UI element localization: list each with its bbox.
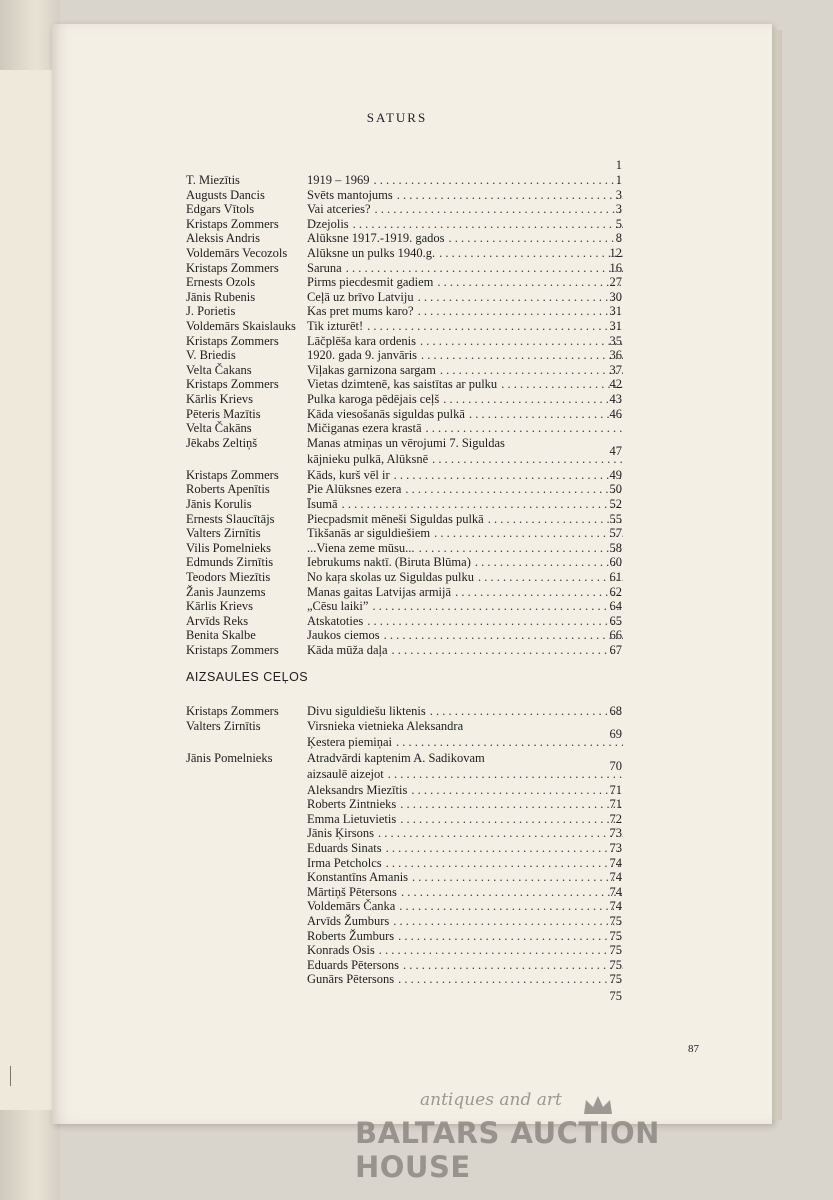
page-number: 70 [609,758,622,773]
toc-title: Viļakas garnizona sargam [307,362,436,377]
leader-dots [419,541,623,556]
toc-title-line [307,173,627,188]
toc-title: „Cēsu laiki” [307,599,369,614]
toc-author: Voldemārs Skaislauks [186,319,296,333]
watermark-company: BALTARS AUCTION HOUSE [355,1116,660,1184]
leader-dots [418,290,623,305]
leader-dots [443,392,623,407]
toc-author: Velta Čakāns [186,421,252,436]
leader-dots [430,704,623,719]
leader-dots [398,972,623,987]
page-number: 75 [609,957,622,972]
toc-author: Ernests Slaucītājs [186,511,275,526]
toc-title-line [307,275,627,290]
toc-author: Pēteris Mazītis [186,406,261,421]
toc-author: Benita Skalbe [186,628,256,643]
toc-author: Teodors Miezītis [186,570,271,584]
toc-title-line [307,202,627,217]
toc-title-line [307,304,627,319]
page-number: 57 [609,526,622,541]
toc-title-line [307,856,627,871]
leader-dots [420,334,623,349]
toc-author: Kristaps Zommers [186,260,279,275]
toc-title-line [307,972,627,987]
leader-dots [388,767,623,782]
toc-title: Tik izturēt! [307,319,364,333]
toc-author: Kristaps Zommers [186,704,279,718]
page-number: 74 [609,899,622,914]
toc-title-line [307,421,627,436]
toc-title-line [307,392,627,407]
toc-author: Kārlis Krievs [186,599,253,614]
leader-dots [440,363,623,378]
toc-title: Svēts mantojums [307,187,393,202]
toc-title-line [307,555,627,570]
toc-title: ...Viena zeme mūsu... [307,540,415,555]
page-number: 75 [609,914,622,928]
leader-dots [399,899,623,914]
leader-dots [367,614,623,629]
toc-author: Kristaps Zommers [186,377,279,392]
leader-dots [412,870,623,885]
toc-title-continued: kājnieku pulkā, Alūksnē [307,451,429,466]
toc-author: Aleksis Andris [186,231,260,246]
toc-author: Ernests Ozols [186,275,256,290]
toc-author: Kristaps Zommers [186,333,279,348]
toc-title: Irma Petcholcs [307,855,382,870]
toc-title-line [307,719,627,734]
toc-title-line [307,436,627,451]
toc-author: Edmunds Zirnītis [186,555,274,570]
leader-dots [398,929,623,944]
toc-title-line [307,407,627,422]
page-number: 69 [609,726,622,741]
toc-title: Aleksandrs Miezītis [307,782,408,797]
toc-title-line [307,541,627,556]
toc-title: Eduards Sinats [307,841,382,855]
page-number: 46 [609,406,622,421]
page-number: 74 [609,884,622,899]
page-number: 75 [609,928,622,943]
page-number: 55 [609,511,622,526]
toc-title-line [307,826,627,841]
toc-title: Kas pret mums karo? [307,304,414,319]
page-number: 73 [609,841,622,855]
toc-title-line [307,512,627,527]
toc-title: Saruna [307,260,342,275]
toc-author: Kristaps Zommers [186,467,279,482]
toc-title-line [307,452,627,467]
leader-dots [449,231,624,246]
page-number: 1 [615,173,622,187]
leader-dots [353,217,623,232]
leader-dots [421,348,623,363]
toc-title-line [307,526,627,541]
toc-author: Jānis Pomelnieks [186,750,273,765]
toc-title-line [307,363,627,378]
toc-title: Kāda mūža daļa [307,643,388,657]
leader-dots [386,856,623,871]
toc-author: Valters Zirnītis [186,526,261,541]
toc-title-line [307,841,627,856]
toc-title: 1920. gada 9. janvāris [307,348,418,363]
toc-title-line [307,261,627,276]
toc-author: Kārlis Krievs [186,392,253,406]
page-number: 67 [609,643,622,657]
page-number: 16 [609,260,622,275]
toc-title-line [307,899,627,914]
toc-title-line [307,614,627,629]
toc-title-line [307,929,627,944]
toc-title-line [307,643,627,658]
toc-title-continued: Ķestera piemiņai [307,734,393,749]
toc-title-line [307,468,627,483]
leader-dots [432,452,623,467]
toc-author: Augusts Dancis [186,187,265,202]
toc-title-line [307,783,627,798]
toc-title-line [307,958,627,973]
toc-title: Roberts Žumburs [307,928,395,943]
page-number: 30 [609,289,622,304]
page-number: 61 [609,570,622,584]
leader-dots [374,173,624,188]
page-number: 1 [615,158,622,172]
toc-title-line [307,290,627,305]
page-number: 64 [609,599,622,614]
toc-title-line [307,751,627,766]
toc-title: Konrads Osis [307,943,375,958]
toc-title: 1919 – 1969 [307,173,370,187]
page-number: 50 [609,482,622,497]
toc-author: Jānis Rubenis [186,289,256,304]
page-number: 68 [609,704,622,718]
toc-title: Kāds, kurš vēl ir [307,467,390,482]
leader-dots [392,643,623,658]
toc-title: Kāda viesošanās siguldas pulkā [307,406,465,421]
toc-author: Žanis Jaunzems [186,584,266,599]
left-page-edge [0,70,53,1110]
toc-title-line [307,246,627,261]
leader-dots [400,812,623,827]
toc-author: Kristaps Zommers [186,643,279,657]
toc-author: Vilis Pomelnieks [186,540,272,555]
page-number: 27 [609,275,622,290]
leader-dots [375,202,623,217]
toc-author: Voldemārs Vecozols [186,246,288,260]
toc-author: Roberts Apenītis [186,482,270,497]
page-number: 71 [609,782,622,797]
toc-title-line [307,767,627,782]
toc-title: Dzejolis [307,216,349,231]
leader-dots [426,421,623,436]
leader-dots [411,783,623,798]
section-heading: AIZSAULES CEĻOS [186,670,309,684]
page-number: 12 [609,246,622,260]
page-number: 3 [615,202,622,217]
toc-author: V. Briedis [186,348,236,363]
gutter-mark [10,1066,11,1086]
toc-title-line [307,628,627,643]
toc-title-continued: aizsaulē aizejot [307,766,384,781]
toc-title-line [307,497,627,512]
toc-author: T. Miezītis [186,173,240,187]
page-number: 31 [609,319,622,333]
toc-title: No kaŗa skolas uz Siguldas pulku [307,570,474,584]
page-number: 74 [609,870,622,885]
toc-title: Virsnieka vietnieka Aleksandra [307,718,464,733]
leader-dots [403,958,623,973]
toc-title: Mārtiņš Pētersons [307,884,397,899]
toc-title-line [307,348,627,363]
toc-title: Pie Alūksnes ezera [307,482,402,497]
toc-title: Vietas dzimtenē, kas saistītas ar pulku [307,377,498,392]
leader-dots [418,304,623,319]
toc-title: Atskatoties [307,613,364,628]
leader-dots [378,826,623,841]
right-page-edge [772,30,782,1120]
page-title: SATURS [366,110,428,125]
page-number: 52 [609,497,622,511]
page-number: 75 [609,943,622,958]
toc-title: Tikšanās ar siguldiešiem [307,526,431,541]
leader-dots [367,319,623,334]
toc-title-line [307,319,627,334]
toc-title: Ceļā uz brīvo Latviju [307,289,414,304]
leader-dots [384,628,623,643]
leader-dots [346,261,623,276]
toc-title: Gunārs Pētersons [307,972,395,987]
toc-title: Divu siguldiešu liktenis [307,704,426,718]
leader-dots [393,914,623,929]
toc-title: Eduards Pētersons [307,957,399,972]
leader-dots [401,885,623,900]
toc-title: Voldemārs Čanka [307,899,396,914]
toc-title-line [307,914,627,929]
toc-author: Velta Čakans [186,362,252,377]
toc-title: Lāčplēša kara ordenis [307,333,416,348]
toc-title-line [307,482,627,497]
toc-title-line [307,797,627,812]
toc-title: Iebrukums naktī. (Biruta Blūma) [307,555,471,570]
page-number: 71 [609,797,622,812]
leader-dots [405,482,623,497]
toc-author: Arvīds Reks [186,613,249,628]
page-number: 65 [609,613,622,628]
toc-title-line [307,188,627,203]
toc-title: Pirms piecdesmit gadiem [307,275,434,290]
page-number: 37 [609,362,622,377]
toc-author: Kristaps Zommers [186,216,279,231]
toc-title: Alūksne 1917.-1919. gados [307,231,445,246]
toc-title: Īsumā [307,497,338,511]
toc-title-line [307,585,627,600]
crown-icon [582,1094,614,1116]
toc-title: Konstantīns Amanis [307,870,409,885]
leader-dots [342,497,623,512]
page-number: 31 [609,304,622,319]
toc-title: Manas atmiņas un vērojumi 7. Siguldas [307,435,505,450]
toc-author: Jānis Korulis [186,497,252,511]
toc-title: Roberts Zintnieks [307,797,397,812]
toc-author: Edgars Vītols [186,202,255,217]
toc-title-line [307,885,627,900]
toc-author: Valters Zirnītis [186,718,261,733]
toc-title: Atradvārdi kaptenim A. Sadikovam [307,750,485,765]
folio-page-number: 87 [688,1043,699,1055]
toc-title-line [307,377,627,392]
toc-title-line [307,870,627,885]
toc-title-line [307,231,627,246]
page-number: 47 [609,443,622,458]
page-number: 5 [615,216,622,231]
toc-author: Jēkabs Zeltiņš [186,435,258,450]
page-number: 35 [609,333,622,348]
page-number: 58 [609,540,622,555]
toc-title: Emma Lietuvietis [307,811,397,826]
leader-dots [437,275,623,290]
page-number: 66 [609,628,622,643]
toc-title: Jaukos ciemos [307,628,380,643]
page-number: 62 [609,584,622,599]
toc-title-line [307,704,627,719]
toc-title: Mičiganas ezera krastā [307,421,422,436]
leader-dots [372,599,623,614]
toc-title: Arvīds Žumburs [307,914,390,928]
page-number: 74 [609,855,622,870]
leader-dots [396,735,623,750]
toc-title: Pulka karoga pēdējais ceļš [307,392,440,406]
toc-title: Alūksne un pulks 1940.g. [307,246,436,260]
page-number: 75 [609,989,622,1003]
toc-title-line [307,570,627,585]
page-number: 42 [609,377,622,392]
toc-title-line [307,599,627,614]
toc-title: Vai atceries? [307,202,371,217]
toc-author: J. Porietis [186,304,236,319]
page-number: 43 [609,392,622,406]
toc-title: Manas gaitas Latvijas armijā [307,584,452,599]
toc-title-line [307,735,627,750]
leader-dots [434,526,623,541]
toc-title-line [307,334,627,349]
page-number: 72 [609,811,622,826]
toc-title-line [307,217,627,232]
leader-dots [439,246,623,261]
toc-title-line [307,812,627,827]
page-number: 36 [609,348,622,363]
page-number: 75 [609,972,622,987]
toc-title-line [307,943,627,958]
page-number: 60 [609,555,622,570]
leader-dots [394,468,623,483]
page-number: 73 [609,826,622,841]
leader-dots [397,188,623,203]
leader-dots [379,943,623,958]
leader-dots [400,797,623,812]
watermark-tagline: antiques and art [420,1090,562,1110]
leader-dots [386,841,623,856]
page-number: 3 [615,187,622,202]
page-number: 8 [615,231,622,246]
toc-title: Jānis Ķirsons [307,826,375,841]
toc-title: Piecpadsmit mēneši Siguldas pulkā [307,511,484,526]
page-number: 49 [609,467,622,482]
